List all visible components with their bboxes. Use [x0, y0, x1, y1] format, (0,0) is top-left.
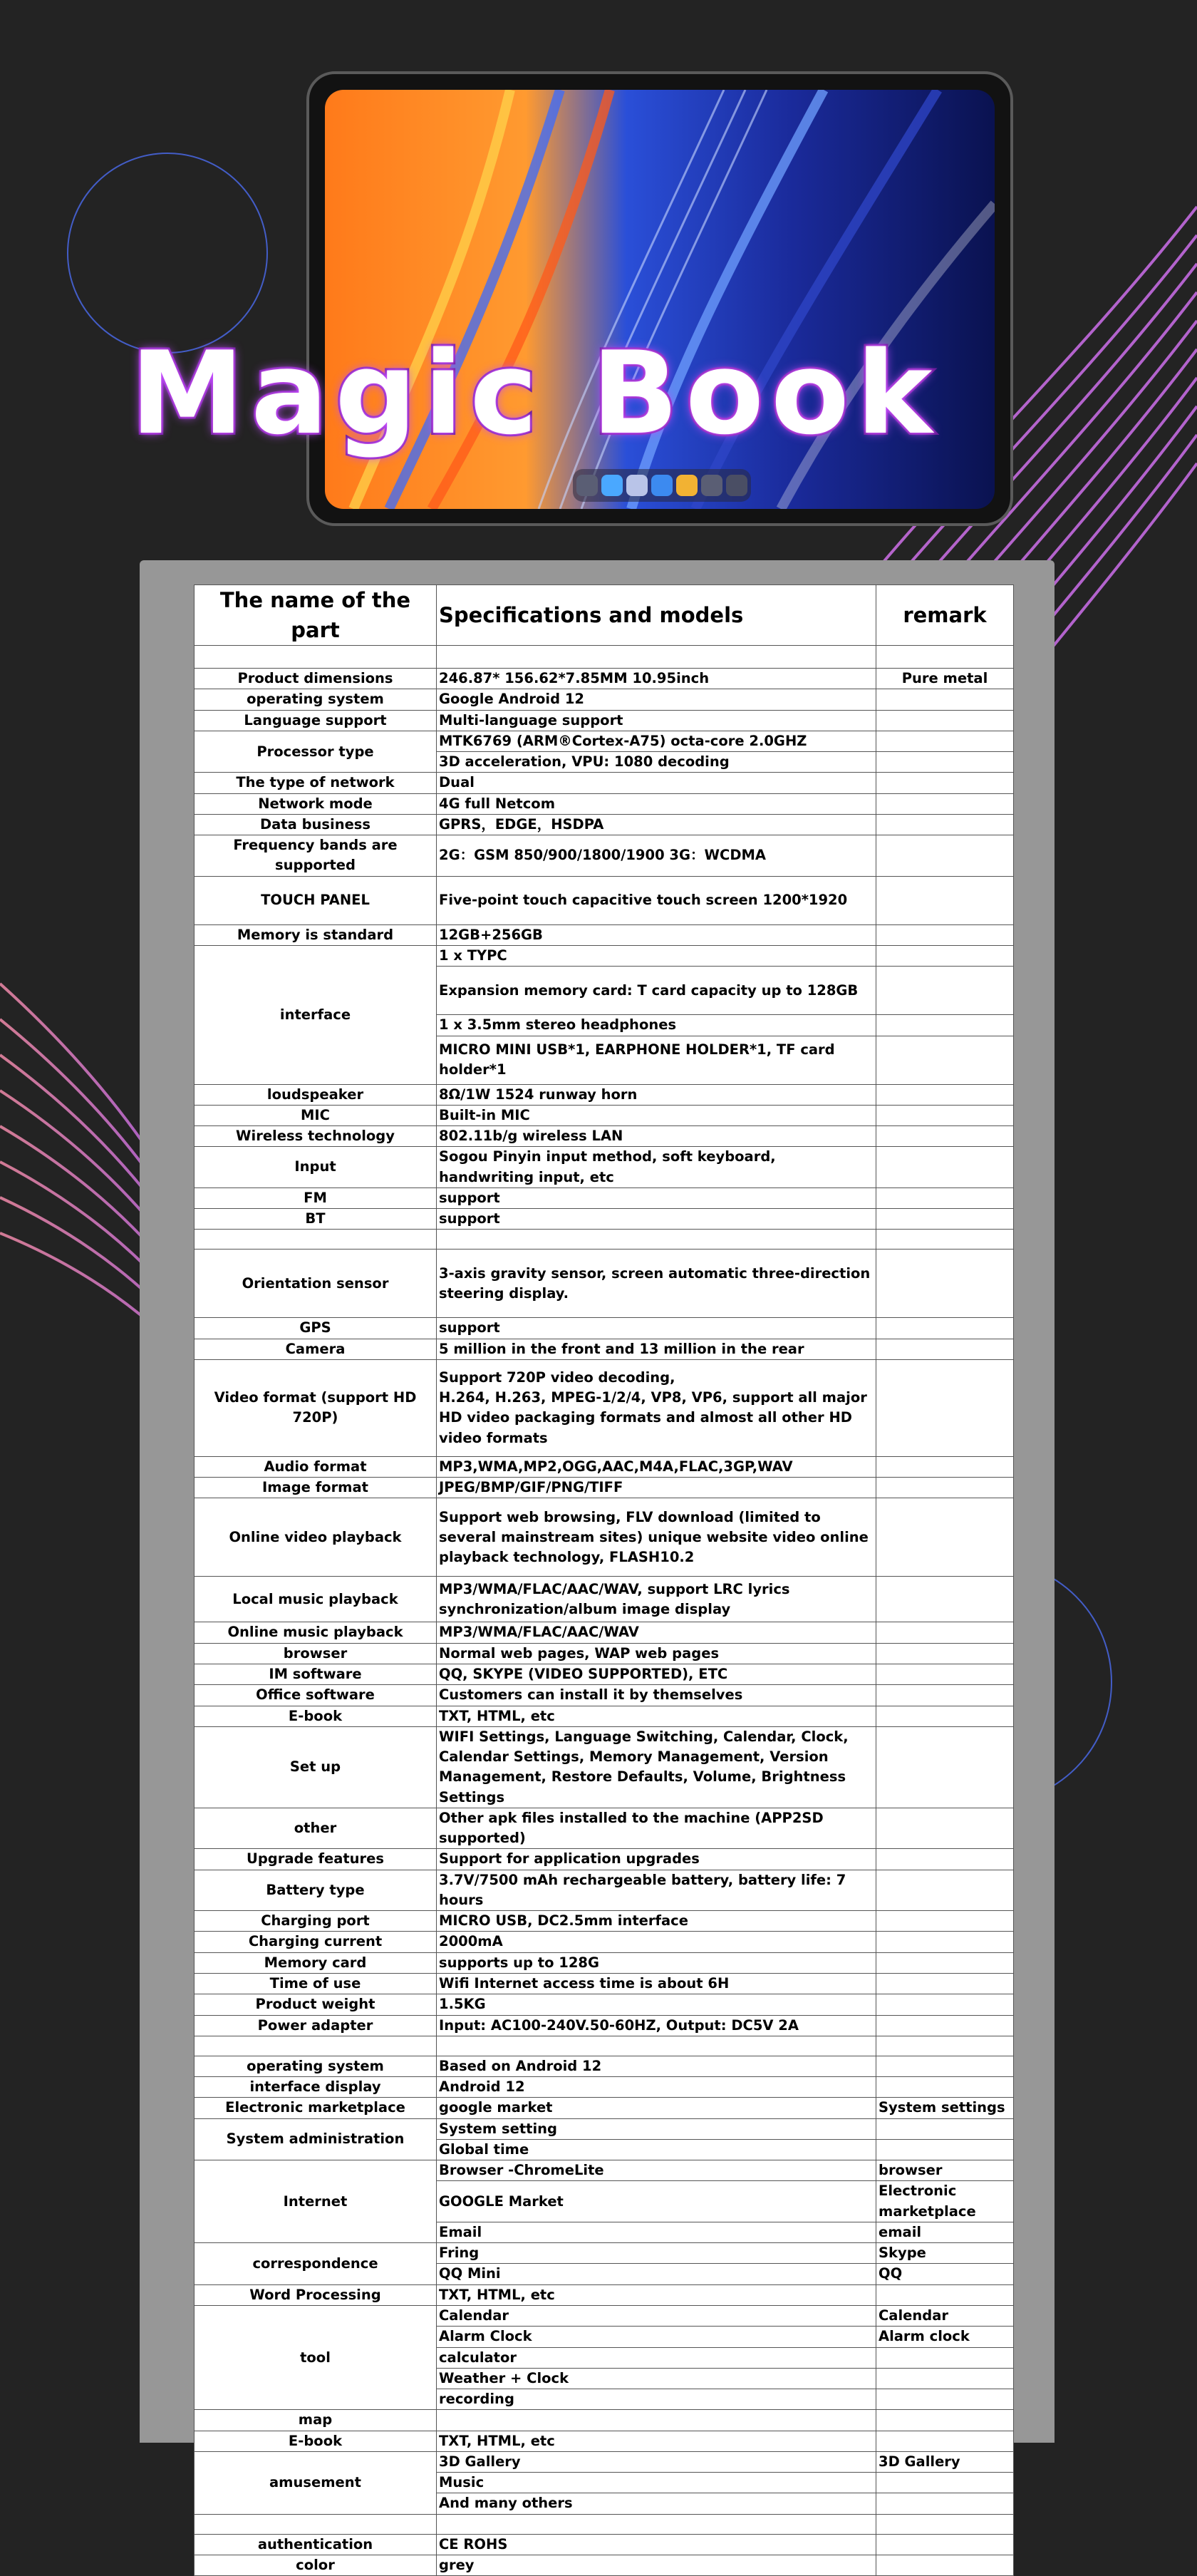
table-spacer-row	[195, 646, 1014, 669]
specification-cell: MICRO MINI USB*1, EARPHONE HOLDER*1, TF card holder*1	[437, 1036, 876, 1084]
empty-cell	[876, 646, 1014, 669]
specification-cell: System setting	[437, 2118, 876, 2139]
table-row	[195, 2077, 1014, 2098]
remark-cell: Electronic marketplace	[876, 2181, 1014, 2222]
part-name-cell: Office software	[195, 1685, 437, 1706]
part-name-cell: interface display	[195, 2077, 437, 2098]
specification-cell: And many others	[437, 2493, 876, 2514]
remark-cell	[876, 1478, 1014, 1498]
remark-cell	[876, 1105, 1014, 1125]
remark-cell	[876, 1952, 1014, 1973]
spec-table-header	[195, 585, 1014, 646]
table-row	[195, 1339, 1014, 1359]
app-grid-icon[interactable]	[576, 475, 598, 496]
specification-cell: Support web browsing, FLV download (limited to several mainstream sites) unique website video online playback technology, FLASH10.2	[437, 1498, 876, 1577]
part-name-cell: Network mode	[195, 793, 437, 814]
part-name-cell: Time of use	[195, 1973, 437, 1994]
messages-icon[interactable]	[601, 475, 623, 496]
remark-cell	[876, 1084, 1014, 1105]
spec-table	[194, 584, 1014, 2576]
specification-cell: Multi-language support	[437, 710, 876, 731]
remark-cell	[876, 1209, 1014, 1230]
table-row	[195, 1849, 1014, 1870]
table-row	[195, 1105, 1014, 1125]
part-name-cell: MIC	[195, 1105, 437, 1125]
remark-cell: QQ	[876, 2264, 1014, 2284]
remark-cell	[876, 1577, 1014, 1622]
gallery-icon[interactable]	[701, 475, 722, 496]
part-name-cell: Charging port	[195, 1911, 437, 1932]
remark-cell	[876, 1870, 1014, 1911]
remark-cell	[876, 1643, 1014, 1664]
remark-cell	[876, 1187, 1014, 1208]
part-name-cell: Power adapter	[195, 2015, 437, 2036]
remark-cell	[876, 1126, 1014, 1147]
page-title: Magic Book	[130, 326, 940, 460]
remark-cell	[876, 1706, 1014, 1726]
remark-cell	[876, 1015, 1014, 1036]
table-row	[195, 835, 1014, 877]
table-row	[195, 1685, 1014, 1706]
specification-cell: Sogou Pinyin input method, soft keyboard, handwriting input, etc	[437, 1147, 876, 1188]
specification-cell: 3.7V/7500 mAh rechargeable battery, battery life: 7 hours	[437, 1870, 876, 1911]
part-name-cell: BT	[195, 1209, 437, 1230]
part-name-cell: interface	[195, 946, 437, 1085]
remark-cell	[876, 2431, 1014, 2451]
table-row	[195, 2056, 1014, 2076]
specification-cell: QQ Mini	[437, 2264, 876, 2284]
specification-cell: Based on Android 12	[437, 2056, 876, 2076]
specification-cell: Calendar	[437, 2305, 876, 2326]
remark-cell	[876, 1456, 1014, 1477]
remark-cell	[876, 2410, 1014, 2431]
remark-cell: email	[876, 2222, 1014, 2242]
specification-cell: 1.5KG	[437, 1994, 876, 2015]
specification-cell: 1 x 3.5mm stereo headphones	[437, 1015, 876, 1036]
part-name-cell: other	[195, 1808, 437, 1849]
table-row	[195, 1911, 1014, 1932]
specification-cell: GPRS，EDGE，HSDPA	[437, 814, 876, 835]
part-name-cell: FM	[195, 1187, 437, 1208]
specification-cell: Support for application upgrades	[437, 1849, 876, 1870]
part-name-cell: Upgrade features	[195, 1849, 437, 1870]
part-name-cell: Video format (support HD 720P)	[195, 1359, 437, 1456]
specification-cell: Email	[437, 2222, 876, 2242]
empty-cell	[195, 646, 437, 669]
specification-cell: Built-in MIC	[437, 1105, 876, 1125]
empty-cell	[195, 1230, 437, 1250]
part-name-cell: Word Processing	[195, 2284, 437, 2305]
part-name-cell: Input	[195, 1147, 437, 1188]
table-row	[195, 946, 1014, 967]
empty-cell	[876, 2036, 1014, 2056]
part-name-cell: Memory is standard	[195, 924, 437, 945]
specification-cell: support	[437, 1209, 876, 1230]
part-name-cell: color	[195, 2555, 437, 2575]
header-part-name: The name of the part	[195, 585, 437, 646]
specification-cell: Fring	[437, 2243, 876, 2264]
remark-cell: Skype	[876, 2243, 1014, 2264]
remark-cell	[876, 1622, 1014, 1643]
specification-cell: 12GB+256GB	[437, 924, 876, 945]
remark-cell	[876, 1498, 1014, 1577]
specification-cell: 4G full Netcom	[437, 793, 876, 814]
remark-cell	[876, 731, 1014, 751]
table-row	[195, 731, 1014, 751]
remark-cell	[876, 2347, 1014, 2368]
specification-cell: Dual	[437, 773, 876, 793]
remark-cell	[876, 1726, 1014, 1808]
part-name-cell: authentication	[195, 2534, 437, 2555]
remark-cell: Calendar	[876, 2305, 1014, 2326]
remark-cell	[876, 2118, 1014, 2139]
remark-cell	[876, 946, 1014, 967]
specification-cell: MTK6769 (ARM®Cortex-A75) octa-core 2.0GHZ	[437, 731, 876, 751]
specification-cell: Support 720P video decoding, H.264, H.263, MPEG-1/2/4, VP8, VP6, support all major HD video packaging formats and almost all other HD video formats	[437, 1359, 876, 1456]
remark-cell: Pure metal	[876, 669, 1014, 689]
specification-cell: JPEG/BMP/GIF/PNG/TIFF	[437, 1478, 876, 1498]
part-name-cell: Electronic marketplace	[195, 2098, 437, 2118]
remark-cell	[876, 1994, 1014, 2015]
specification-cell: 3D acceleration, VPU: 1080 decoding	[437, 752, 876, 773]
header-specification: Specifications and models	[437, 585, 876, 646]
remark-cell: System settings	[876, 2098, 1014, 2118]
specification-cell: Other apk files installed to the machine (APP2SD supported)	[437, 1808, 876, 1849]
specification-cell: TXT, HTML, etc	[437, 2284, 876, 2305]
specification-cell: TXT, HTML, etc	[437, 2431, 876, 2451]
remark-cell	[876, 773, 1014, 793]
table-row	[195, 2555, 1014, 2575]
table-row	[195, 1456, 1014, 1477]
remark-cell	[876, 1359, 1014, 1456]
table-spacer-row	[195, 2036, 1014, 2056]
table-row	[195, 1952, 1014, 1973]
part-name-cell: IM software	[195, 1664, 437, 1685]
remark-cell	[876, 2015, 1014, 2036]
remark-cell	[876, 2473, 1014, 2493]
part-name-cell: Charging current	[195, 1932, 437, 1952]
part-name-cell: browser	[195, 1643, 437, 1664]
header-remark: remark	[876, 585, 1014, 646]
part-name-cell: System administration	[195, 2118, 437, 2160]
part-name-cell: tool	[195, 2305, 437, 2409]
table-row	[195, 1498, 1014, 1577]
remark-cell	[876, 1147, 1014, 1188]
empty-cell	[876, 2514, 1014, 2534]
table-row	[195, 1318, 1014, 1339]
part-name-cell: E-book	[195, 2431, 437, 2451]
empty-cell	[195, 2036, 437, 2056]
table-row	[195, 669, 1014, 689]
remark-cell: 3D Gallery	[876, 2451, 1014, 2472]
table-row	[195, 1973, 1014, 1994]
specification-cell: google market	[437, 2098, 876, 2118]
specification-cell: Normal web pages, WAP web pages	[437, 1643, 876, 1664]
remark-cell	[876, 814, 1014, 835]
part-name-cell: GPS	[195, 1318, 437, 1339]
table-row	[195, 2451, 1014, 2472]
specification-cell: Five-point touch capacitive touch screen 1200*1920	[437, 876, 876, 924]
table-row	[195, 1359, 1014, 1456]
part-name-cell: TOUCH PANEL	[195, 876, 437, 924]
table-row	[195, 773, 1014, 793]
table-row	[195, 814, 1014, 835]
remark-cell	[876, 2493, 1014, 2514]
table-row	[195, 1808, 1014, 1849]
part-name-cell: operating system	[195, 2056, 437, 2076]
part-name-cell: Wireless technology	[195, 1126, 437, 1147]
remark-cell	[876, 1339, 1014, 1359]
remark-cell	[876, 2368, 1014, 2389]
part-name-cell: Image format	[195, 1478, 437, 1498]
remark-cell	[876, 967, 1014, 1015]
empty-cell	[437, 1230, 876, 1250]
table-row	[195, 1084, 1014, 1105]
part-name-cell: Memory card	[195, 1952, 437, 1973]
remark-cell	[876, 2555, 1014, 2575]
specification-cell: calculator	[437, 2347, 876, 2368]
specification-cell: Android 12	[437, 2077, 876, 2098]
part-name-cell: Camera	[195, 1339, 437, 1359]
empty-cell	[195, 2514, 437, 2534]
table-row	[195, 2160, 1014, 2181]
specification-cell: MP3/WMA/FLAC/AAC/WAV, support LRC lyrics synchronization/album image display	[437, 1577, 876, 1622]
table-spacer-row	[195, 2514, 1014, 2534]
part-name-cell: E-book	[195, 1706, 437, 1726]
table-row	[195, 1870, 1014, 1911]
table-row	[195, 2431, 1014, 2451]
table-row	[195, 924, 1014, 945]
specification-cell: 5 million in the front and 13 million in the rear	[437, 1339, 876, 1359]
part-name-cell: Language support	[195, 710, 437, 731]
remark-cell	[876, 710, 1014, 731]
remark-cell	[876, 1911, 1014, 1932]
specification-cell: Input: AC100-240V.50-60HZ, Output: DC5V 2A	[437, 2015, 876, 2036]
empty-cell	[876, 1230, 1014, 1250]
specification-cell: Expansion memory card: T card capacity up to 128GB	[437, 967, 876, 1015]
remark-cell	[876, 1849, 1014, 1870]
part-name-cell: correspondence	[195, 2243, 437, 2285]
remark-cell	[876, 924, 1014, 945]
remark-cell	[876, 835, 1014, 877]
remark-cell	[876, 1318, 1014, 1339]
table-row	[195, 1478, 1014, 1498]
table-row	[195, 2015, 1014, 2036]
mail-icon[interactable]	[651, 475, 673, 496]
specification-cell: Global time	[437, 2139, 876, 2160]
table-row	[195, 2098, 1014, 2118]
remark-cell	[876, 1685, 1014, 1706]
photos-icon[interactable]	[626, 475, 648, 496]
table-row	[195, 1250, 1014, 1318]
part-name-cell: loudspeaker	[195, 1084, 437, 1105]
table-row	[195, 2118, 1014, 2139]
specification-cell: 2G：GSM 850/900/1800/1900 3G：WCDMA	[437, 835, 876, 877]
specification-cell: 3D Gallery	[437, 2451, 876, 2472]
remark-cell	[876, 793, 1014, 814]
part-name-cell: Data business	[195, 814, 437, 835]
table-row	[195, 2284, 1014, 2305]
table-row	[195, 1147, 1014, 1188]
part-name-cell: Internet	[195, 2160, 437, 2243]
remark-cell	[876, 876, 1014, 924]
table-row	[195, 1706, 1014, 1726]
remark-cell	[876, 689, 1014, 710]
notes-icon[interactable]	[676, 475, 698, 496]
remark-cell	[876, 1664, 1014, 1685]
table-row	[195, 710, 1014, 731]
specification-cell: GOOGLE Market	[437, 2181, 876, 2222]
remark-cell	[876, 1250, 1014, 1318]
specification-cell: 1 x TYPC	[437, 946, 876, 967]
remark-cell	[876, 2139, 1014, 2160]
table-row	[195, 2243, 1014, 2264]
empty-cell	[437, 2036, 876, 2056]
part-name-cell: amusement	[195, 2451, 437, 2514]
specification-cell: WIFI Settings, Language Switching, Calendar, Clock, Calendar Settings, Memory Management, Version Management, Restore Defaults, Volume, Brightness Settings	[437, 1726, 876, 1808]
table-row	[195, 1643, 1014, 1664]
specification-cell: MP3/WMA/FLAC/AAC/WAV	[437, 1622, 876, 1643]
table-row	[195, 1726, 1014, 1808]
part-name-cell: Set up	[195, 1726, 437, 1808]
specification-cell: support	[437, 1318, 876, 1339]
table-row	[195, 2410, 1014, 2431]
part-name-cell: operating system	[195, 689, 437, 710]
specification-cell: MP3,WMA,MP2,OGG,AAC,M4A,FLAC,3GP,WAV	[437, 1456, 876, 1477]
table-row	[195, 2534, 1014, 2555]
remark-cell	[876, 1808, 1014, 1849]
part-name-cell: Local music playback	[195, 1577, 437, 1622]
remark-cell	[876, 1932, 1014, 1952]
table-row	[195, 1994, 1014, 2015]
empty-cell	[437, 646, 876, 669]
table-row	[195, 1577, 1014, 1622]
specification-cell: 3-axis gravity sensor, screen automatic three-direction steering display.	[437, 1250, 876, 1318]
table-row	[195, 1209, 1014, 1230]
specification-cell: 802.11b/g wireless LAN	[437, 1126, 876, 1147]
specification-cell: support	[437, 1187, 876, 1208]
table-row	[195, 1664, 1014, 1685]
empty-cell	[437, 2514, 876, 2534]
specification-cell: Alarm Clock	[437, 2327, 876, 2347]
specification-cell: Weather + Clock	[437, 2368, 876, 2389]
remark-cell	[876, 2389, 1014, 2410]
part-name-cell: Online video playback	[195, 1498, 437, 1577]
remark-cell	[876, 2056, 1014, 2076]
remark-cell	[876, 1036, 1014, 1084]
table-row	[195, 1622, 1014, 1643]
specification-cell: 8Ω/1W 1524 runway horn	[437, 1084, 876, 1105]
home-icon[interactable]	[726, 475, 747, 496]
part-name-cell: Online music playback	[195, 1622, 437, 1643]
part-name-cell: Product weight	[195, 1994, 437, 2015]
table-row	[195, 876, 1014, 924]
app-dock	[573, 469, 751, 502]
table-spacer-row	[195, 1230, 1014, 1250]
specification-cell: 246.87* 156.62*7.85MM 10.95inch	[437, 669, 876, 689]
remark-cell	[876, 2077, 1014, 2098]
specification-cell: TXT, HTML, etc	[437, 1706, 876, 1726]
specification-cell: supports up to 128G	[437, 1952, 876, 1973]
part-name-cell: Audio format	[195, 1456, 437, 1477]
table-row	[195, 793, 1014, 814]
remark-cell	[876, 1973, 1014, 1994]
table-row	[195, 1932, 1014, 1952]
specification-cell: Music	[437, 2473, 876, 2493]
remark-cell: Alarm clock	[876, 2327, 1014, 2347]
specification-cell: CE ROHS	[437, 2534, 876, 2555]
part-name-cell: Orientation sensor	[195, 1250, 437, 1318]
specification-cell: Wifi Internet access time is about 6H	[437, 1973, 876, 1994]
specification-cell: grey	[437, 2555, 876, 2575]
part-name-cell: map	[195, 2410, 437, 2431]
table-row	[195, 1187, 1014, 1208]
remark-cell	[876, 2534, 1014, 2555]
table-row	[195, 1126, 1014, 1147]
part-name-cell: The type of network	[195, 773, 437, 793]
part-name-cell: Processor type	[195, 731, 437, 773]
remark-cell: browser	[876, 2160, 1014, 2181]
table-row	[195, 689, 1014, 710]
table-row	[195, 2305, 1014, 2326]
specification-cell: 2000mA	[437, 1932, 876, 1952]
remark-cell	[876, 2284, 1014, 2305]
specification-cell: QQ, SKYPE (VIDEO SUPPORTED), ETC	[437, 1664, 876, 1685]
part-name-cell: Battery type	[195, 1870, 437, 1911]
part-name-cell: Product dimensions	[195, 669, 437, 689]
specification-cell: Browser -ChromeLite	[437, 2160, 876, 2181]
specification-cell: Google Android 12	[437, 689, 876, 710]
specification-cell: MICRO USB, DC2.5mm interface	[437, 1911, 876, 1932]
specification-cell: Customers can install it by themselves	[437, 1685, 876, 1706]
specification-cell	[437, 2410, 876, 2431]
part-name-cell: Frequency bands are supported	[195, 835, 437, 877]
specification-cell: recording	[437, 2389, 876, 2410]
remark-cell	[876, 752, 1014, 773]
